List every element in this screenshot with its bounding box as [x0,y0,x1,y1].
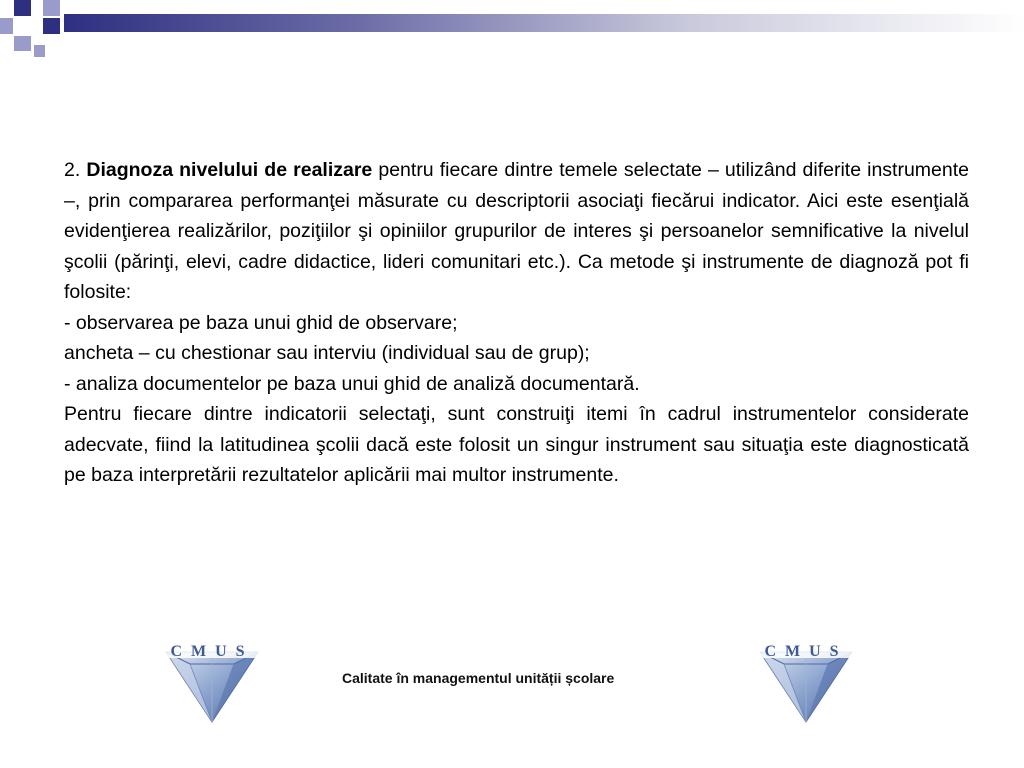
footer-title: Calitate în managementul unității școlare [342,670,615,686]
item-number: 2. [64,159,87,181]
slide-body [64,155,969,491]
paragraph-indicators: Pentru fiecare dintre indicatorii selectaţi, sunt construiţi itemi în cadrul instrumentelor considerate adecvate, fiind la latitudinea şcolii dacă este folosit un singur instrument sau situaţia este diagnosticată pe baza interpretării rezultatelor aplicării mai multor instrumente. [64,403,969,486]
corner-square-dark-2 [43,18,60,34]
list-item: - observarea pe baza unui ghid de observare; [64,311,458,334]
list-item: ancheta – cu chestionar sau interviu (individual sau de grup); [64,342,590,364]
corner-square-dark-1 [14,0,31,16]
header-gradient-bar [64,14,1024,32]
logo-text: CMUS [764,643,848,660]
cmus-logo-right [754,638,858,724]
logo-text: CMUS [170,643,254,660]
list-item: - analiza documentelor pe baza unui ghid de analiză documentară. [64,372,640,395]
paragraph-diagnosis-text: pentru fiecare dintre temele selectate – utilizând diferite instrumente –, prin compararea performanţei măsurate cu descriptorii asociaţi fiecărui indicator. Aici este esenţială evidenţierea realizărilor, poziţiilor şi opiniilor grupurilor de interes şi persoanelor semnificative la nivelul şcolii (părinţi, elevi, cadre didactice, lideri comunitari etc.). Ca metode şi instrumente de diagnoză pot fi folosite: [64,159,970,303]
corner-square-light-2 [0,18,13,34]
corner-square-light-4 [34,45,45,57]
corner-square-light-1 [43,0,60,16]
corner-square-light-3 [14,36,31,51]
cmus-logo-left [160,638,264,724]
bold-heading: Diagnoza nivelului de realizare [86,159,373,181]
paragraph-diagnosis [64,155,969,308]
